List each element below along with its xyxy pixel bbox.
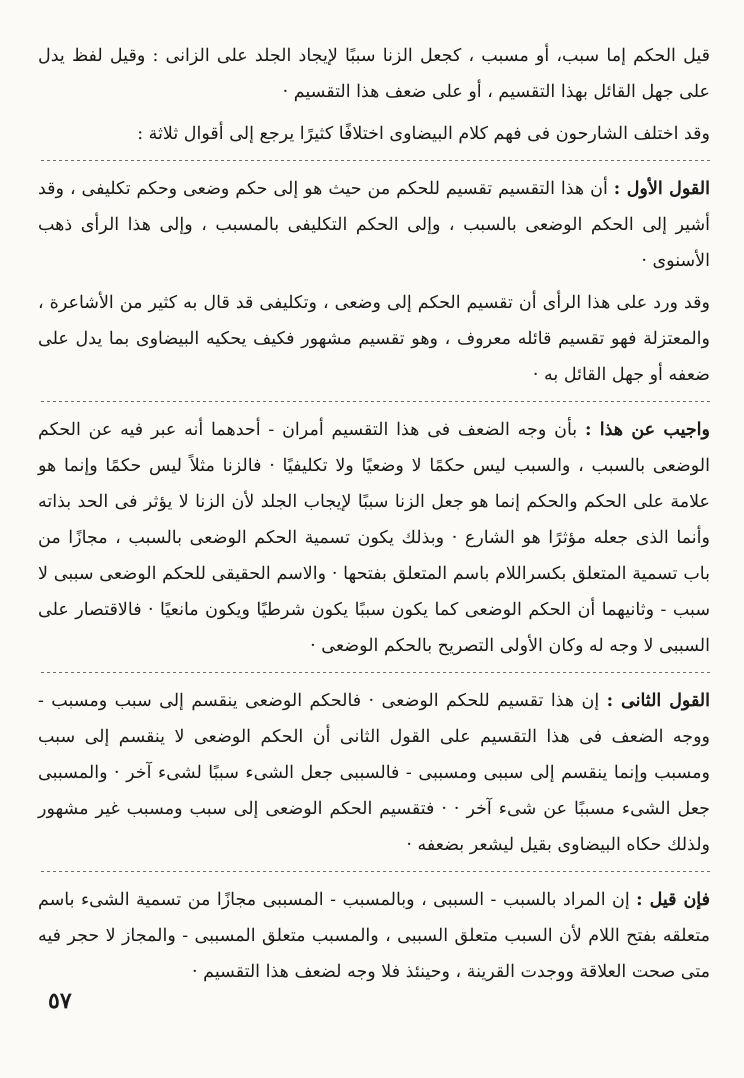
paragraph-1 (38, 38, 710, 110)
page-body (38, 38, 710, 996)
paragraph-7-text: إن المراد بالسبب - السببى ، وبالمسبب - المسببى مجازًا من تسمية الشىء باسم متعلقه بفتح اللام لأن السبب متعلق السببى ، والمسبب متعلق المسببى - والمجاز لا حجر فيه متى صحت العلاقة ووجدت القرينة ، وحينئذ فلا وجه لضعف هذا التقسيم · (38, 890, 710, 982)
paragraph-2 (38, 116, 710, 152)
paragraph-4 (38, 285, 710, 393)
paragraph-3-text: أن هذا التقسيم تقسيم للحكم من حيث هو إلى حكم وضعى وحكم تكليفى ، وقد أشير إلى الحكم الوضعى بالسبب ، وإلى الحكم التكليفى بالمسبب ، وإلى هذا الرأى ذهب الأسنوى · (38, 179, 710, 271)
paragraph-3 (38, 171, 710, 279)
page-number: ٥٧ (48, 988, 72, 1014)
dotted-divider (38, 871, 710, 872)
paragraph-7 (38, 882, 710, 990)
paragraph-6-text: إن هذا تقسيم للحكم الوضعى · فالحكم الوضعى ينقسم إلى سبب ومسبب - ووجه الضعف فى هذا التقسيم على القول الثانى أن الحكم الوضعى لا ينقسم إلى سبب ومسبب وإنما ينقسم إلى سببى ومسببى - فالسببى جعل الشىء سببًا لشىء آخر · والمسببى جعل الشىء مسببًا عن شىء آخر · · فتقسيم الحكم الوضعى إلى سبب ومسبب غير مشهور ولذلك حكاه البيضاوى بقيل ليشعر بضعفه · (38, 691, 710, 855)
paragraph-4-text: وقد ورد على هذا الرأى أن تقسيم الحكم إلى وضعى ، وتكليفى قد قال به كثير من الأشاعرة ، والمعتزلة فهو تقسيم قائله معروف ، وهو تقسيم مشهور فكيف يحكيه البيضاوى بما يدل على ضعفه أو جهل القائل به · (38, 293, 710, 385)
paragraph-5-text: بأن وجه الضعف فى هذا التقسيم أمران - أحدهما أنه عبر فيه عن الحكم الوضعى بالسبب ، والسبب ليس حكمًا لا وضعيًا ولا تكليفيًا · فالزنا مثلاً ليس حكمًا وإنما هو علامة على الحكم والحكم إنما هو جعل الزنا سببًا لإيجاب الجلد لأن الزنا لا يؤثر فى الحد بذاته وأنما الذى جعله مؤثرًا هو الشارع · وبذلك يكون تسمية الحكم الوضعى بالسبب ، مجازًا من باب تسمية المتعلق بكسراللام باسم المتعلق بفتحها · والاسم الحقيقى للحكم الوضعى سببى لا سبب - وثانيهما أن الحكم الوضعى كما يكون سببًا يكون شرطيًا ويكون مانعيًا · فالاقتصار على السببى لا وجه له وكان الأولى التصريح بالحكم الوضعى · (38, 420, 710, 656)
dotted-divider (38, 160, 710, 161)
paragraph-5-heading: واجيب عن هذا : (584, 420, 710, 440)
paragraph-3-heading: القول الأول : (613, 179, 710, 199)
dotted-divider (38, 401, 710, 402)
paragraph-6-heading: القول الثانى : (606, 691, 710, 711)
paragraph-1-text: قيل الحكم إما سبب، أو مسبب ، كجعل الزنا سببًا لإيجاد الجلد على الزانى : وقيل لفظ يدل على جهل القائل بهذا التقسيم ، أو على ضعف هذا التقسيم · (38, 46, 710, 102)
paragraph-7-heading: فإن قيل : (636, 890, 710, 910)
paragraph-5 (38, 412, 710, 664)
paragraph-6 (38, 683, 710, 863)
paragraph-2-text: وقد اختلف الشارحون فى فهم كلام البيضاوى اختلافًا كثيرًا يرجع إلى أقوال ثلاثة : (137, 124, 710, 144)
dotted-divider (38, 672, 710, 673)
